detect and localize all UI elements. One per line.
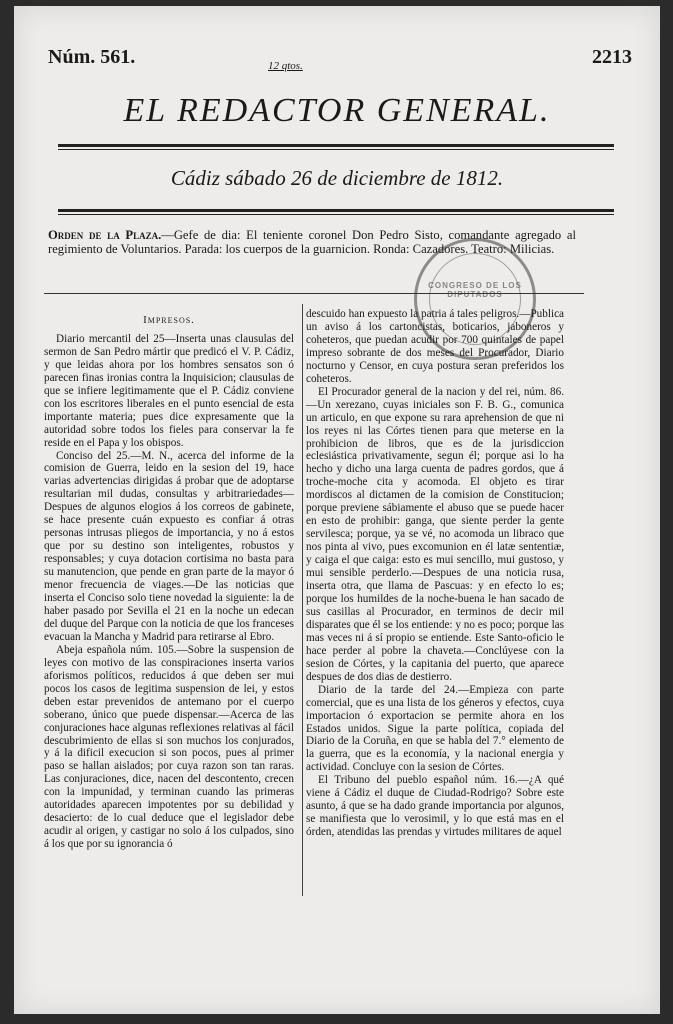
paragraph-continuation: descuido han expuesto la patria á tales peligros.—Publica un aviso á los cartoncistas, boticarios, jaboneros y coheteros, que puedan acudir por 700 quintales de papel impreso sobrante de dos meses del Procurador, Diario nocturno y Censor, en cuya postura seran preferidos los coheteros. bbox=[306, 308, 564, 385]
masthead-rule-bottom bbox=[58, 209, 614, 215]
newspaper-title: EL REDACTOR GENERAL. bbox=[123, 92, 551, 129]
section-heading-impresos: Impresos. bbox=[143, 314, 195, 326]
issue-price: 12 qtos. bbox=[268, 60, 303, 72]
masthead-top-line bbox=[48, 46, 632, 74]
section-rule bbox=[44, 293, 584, 294]
paragraph-conciso: Conciso del 25.—M. N., acerca del informe de la comision de Guerra, leido en la sesion del 19, hace varias advertencias dirigidas á probar que de adoptarse resultarian mil dudas, consultas y arbitrariedades—Despues de algunos elogios á los correos de gabinete, se hace presente cuán expuesto es confiar á otras personas intrusas pliegos de importancia, y no á estos que por su destino son inteligentes, robustos y responsables; y cuya dotacion cortisima no basta para su manutencion, que pende en gran parte de la mayor ó menor frecuencia de viages.—De las noticias que inserta el Conciso solo tiene novedad la siguiente: la de haber pasado por Sevilla el 21 en la noche un edecan del duque del Parque con la noticia de que los franceses evacuan la Mancha y Madrid para retirarse al Ebro. bbox=[44, 449, 294, 643]
stamp-text: CONGRESO DE LOS DIPUTADOS bbox=[428, 281, 522, 299]
masthead-rule-top bbox=[58, 144, 614, 150]
column-divider bbox=[302, 304, 303, 896]
orden-label: Orden de la Plaza. bbox=[48, 228, 162, 242]
paragraph-diario-mercantil: Diario mercantil del 25—Inserta unas clausulas del sermon de San Pedro mártir que predicó el V. P. Cádiz, y que leidas ahora por los hombres sensatos son ó parecen finas ironias contra la Inquisicion; clausulas de que se infiere legitimamente que el P. Cádiz conviene con los escritores liberales en el punto esencial de esta importante materia; pues dice expresamente que la autoridad sobre todos los fieles para conservar la fe reside en el Papa y los obispos. bbox=[44, 332, 294, 449]
left-column bbox=[44, 308, 294, 851]
paragraph-procurador-general: El Procurador general de la nacion y del rei, núm. 86.—Un xerezano, cuyas iniciales son F. B. G., comunica un articulo, en que expone su rara aprehension de que ni los reyes ni las Córtes tienen para que meterse en la prohibicion de libros, que es de la jurisdiccion eclesiástica privativamente, segun él; porque asi lo ha hecho y dicho una larga cuenta de padres gordos, que á troche-moche cita y acomoda. El objeto es tirar mordiscos al dictamen de la comision de Constitucion; porque previene sábiamente el abuso que se puede hacer en esto de prohibir: ganga, que siente perder la gente servilesca; porque, ya se vé, no acomoda un libraco que nos pinta al vivo, pues excomunion en él latæ sententiæ, y caiga el que caiga: esto es mui sencillo, mui gustoso, y mui sensible perderlo.—Despues de una noticia rusa, inserta otra, que llama de Pascuas: y en efecto lo es; porque los humildes de la noche-buena le han sacado de sus casillas al Procurador, en terminos de decir mil disparates que él se los entiende: y no es poco; porque las mas veces ni á sí propio se entiende. Este Santo-oficio le hace perder al pobre la chaveta.—Conclúyese con la sesion de Córtes, y la capitania del puerto, que aparece despues de dos dias de destierro. bbox=[306, 385, 564, 683]
paragraph-tribuno-del-pueblo: El Tribuno del pueblo español núm. 16.—¿A qué viene á Cádiz el duque de Ciudad-Rodrigo? Sobre este asunto, á que se ha dado grande importancia por algunos, se manifiesta que lo verosimil, y lo que está mas en el órden, atendidas las prendas y virtudes militares de aquel bbox=[306, 774, 564, 839]
orden-text: —Gefe de dia: El teniente coronel Don Pedro Sisto, comandante agregado al regimiento de Voluntarios. Parada: los cuerpos de la guarnicion. Ronda: Cazadores. Teatro: Milicias. bbox=[48, 228, 577, 256]
page-number: 2213 bbox=[592, 46, 632, 68]
paragraph-abeja-espanola: Abeja española núm. 105.—Sobre la suspension de leyes con motivo de las conspiraciones inserta varios aforismos políticos, reducidos á que deben ser mui pocos los casos de legitima suspension de lei, y estos deben estar prevenidos de antemano por el cuerpo soberano, único que puede dispensar.—Acerca de las conjuraciones hace algunas reflexiones relativas al fácil descubrimiento de ellas si son muchos los conjurados, y á la dificil execucion si son pocos, pues al primer paso se hallan aislados; por cuya razon son tan raras. Las conjuraciones, dice, nacen del descontento, crecen con la impunidad, y terminan cuando las primeras autoridades aparecen impotentes por su debilidad y desacierto: de lo cual deduce que el legislador debe acudir al origen, y castigar no solo á los culpados, sino á los que por su ignorancia ó bbox=[44, 643, 294, 851]
newspaper-page bbox=[14, 6, 660, 1014]
issue-number: Núm. 561. bbox=[48, 46, 136, 68]
paragraph-diario-de-la-tarde: Diario de la tarde del 24.—Empieza con parte comercial, que es una lista de los géneros y efectos, cuya importacion ó exportacion se permite ahora en los Estados unidos. Sigue la parte política, copiada del Diario de la Coruña, en que se habla del 7.° elemento de la guerra, que es la economía, y la nacional energia y actividad. Concluye con la sesion de Córtes. bbox=[306, 683, 564, 774]
right-column bbox=[306, 308, 564, 839]
dateline: Cádiz sábado 26 de diciembre de 1812. bbox=[170, 166, 504, 190]
